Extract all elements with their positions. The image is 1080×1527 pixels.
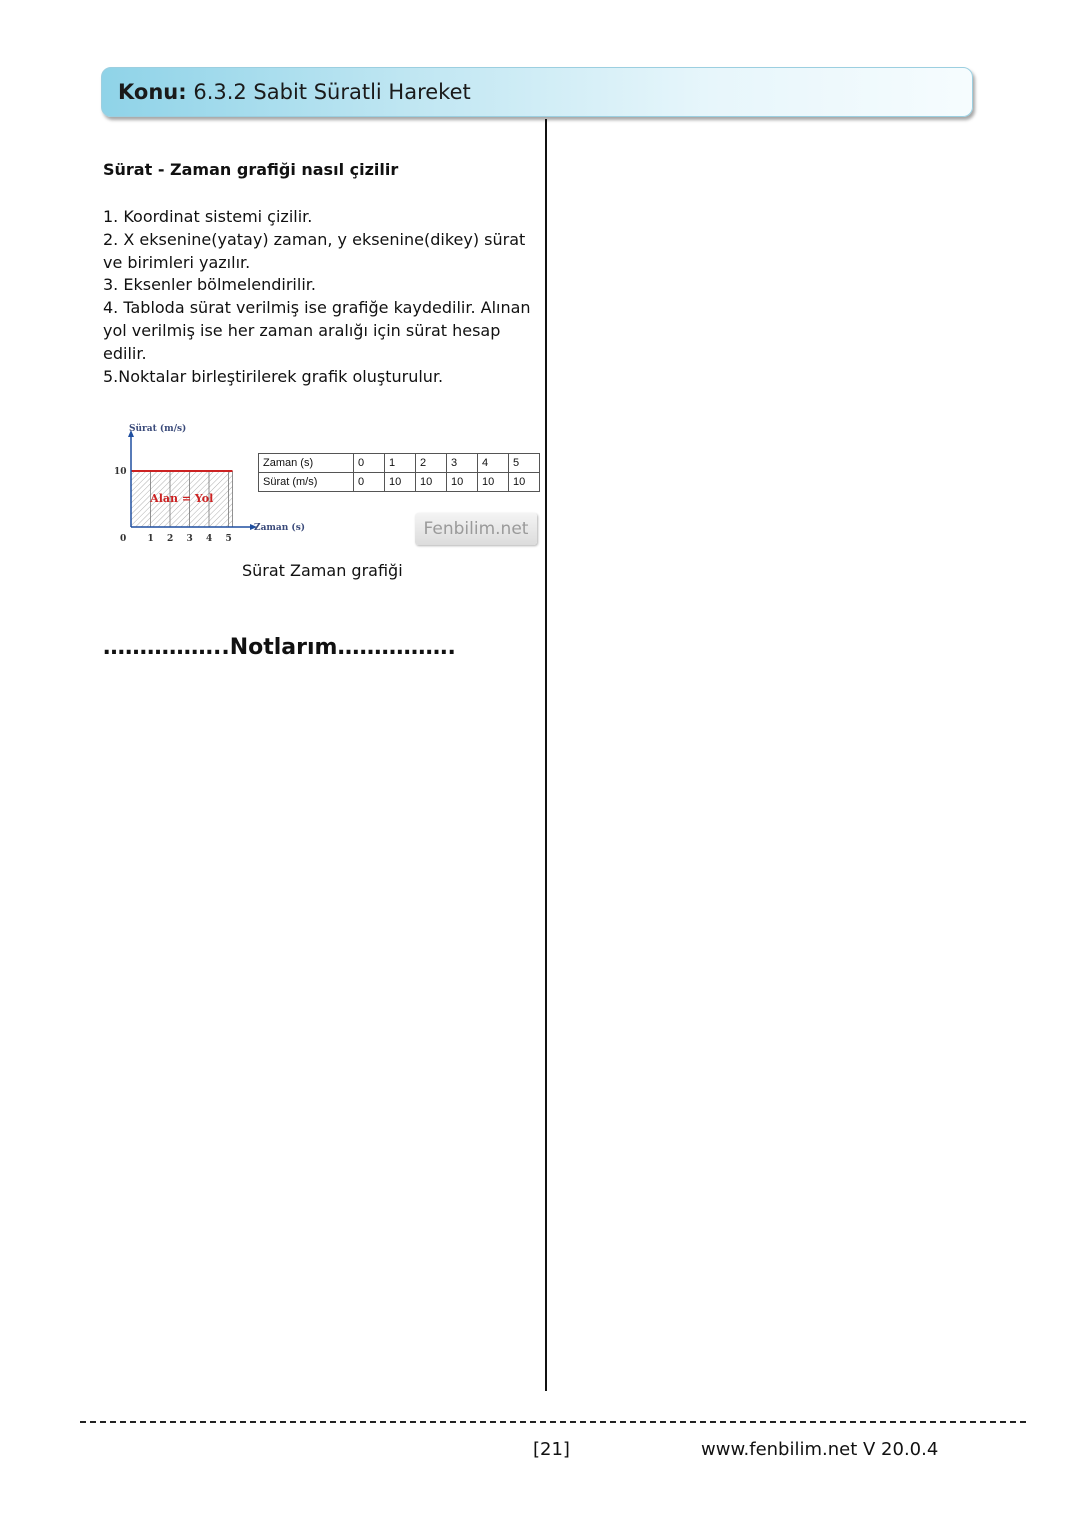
watermark-text: Fenbilim.net — [423, 519, 529, 539]
notes-heading: ……………..Notlarım……………. — [103, 635, 456, 660]
watermark-logo — [415, 513, 537, 545]
x-tick-label: 0 — [120, 534, 127, 544]
page-number: [21] — [533, 1439, 570, 1460]
steps-list — [103, 206, 533, 388]
table-cell: 10 — [385, 473, 416, 492]
topic-label: Konu: — [118, 80, 187, 104]
table-row — [259, 454, 540, 473]
step-3: 3. Eksenler bölmelendirilir. — [103, 275, 316, 295]
section-title: Sürat - Zaman grafiği nasıl çizilir — [103, 160, 399, 179]
y-tick-label: 10 — [114, 467, 127, 477]
footer-divider — [80, 1421, 1026, 1423]
data-table — [258, 453, 540, 492]
table-cell: 10 — [509, 473, 540, 492]
table-cell: 10 — [416, 473, 447, 492]
step-4: 4. Tabloda sürat verilmiş ise grafiğe kaydedilir. Alınan yol verilmiş ise her zaman aralığı için sürat hesap edilir. — [103, 298, 531, 363]
table-cell: 1 — [385, 454, 416, 473]
table-row — [259, 473, 540, 492]
x-tick-label: 2 — [167, 534, 174, 544]
step-2: 2. X eksenine(yatay) zaman, y eksenine(dikey) sürat ve birimleri yazılır. — [103, 229, 526, 272]
row-header-time: Zaman (s) — [259, 454, 354, 473]
site-version: www.fenbilim.net V 20.0.4 — [701, 1439, 939, 1460]
y-axis-label: Sürat (m/s) — [129, 424, 187, 434]
table-cell: 0 — [354, 454, 385, 473]
x-axis-label: Zaman (s) — [254, 523, 306, 533]
table-cell: 10 — [478, 473, 509, 492]
column-divider — [545, 119, 547, 1391]
table-cell: 3 — [447, 454, 478, 473]
row-header-speed: Sürat (m/s) — [259, 473, 354, 492]
table-cell: 4 — [478, 454, 509, 473]
table-cell: 0 — [354, 473, 385, 492]
topic-title — [118, 80, 471, 104]
speed-time-figure — [100, 415, 545, 555]
x-tick-label: 5 — [225, 534, 232, 544]
table-cell: 5 — [509, 454, 540, 473]
topic-name: 6.3.2 Sabit Süratli Hareket — [193, 80, 471, 104]
table-cell: 2 — [416, 454, 447, 473]
topic-header — [101, 67, 973, 117]
figure-caption: Sürat Zaman grafiği — [242, 561, 403, 580]
table-cell: 10 — [447, 473, 478, 492]
x-tick-label: 3 — [186, 534, 193, 544]
x-tick-label: 1 — [147, 534, 154, 544]
step-5: 5.Noktalar birleştirilerek grafik oluşturulur. — [103, 366, 444, 386]
x-tick-label: 4 — [206, 534, 213, 544]
step-1: 1. Koordinat sistemi çizilir. — [103, 207, 313, 226]
area-label: Alan = Yol — [150, 492, 214, 505]
